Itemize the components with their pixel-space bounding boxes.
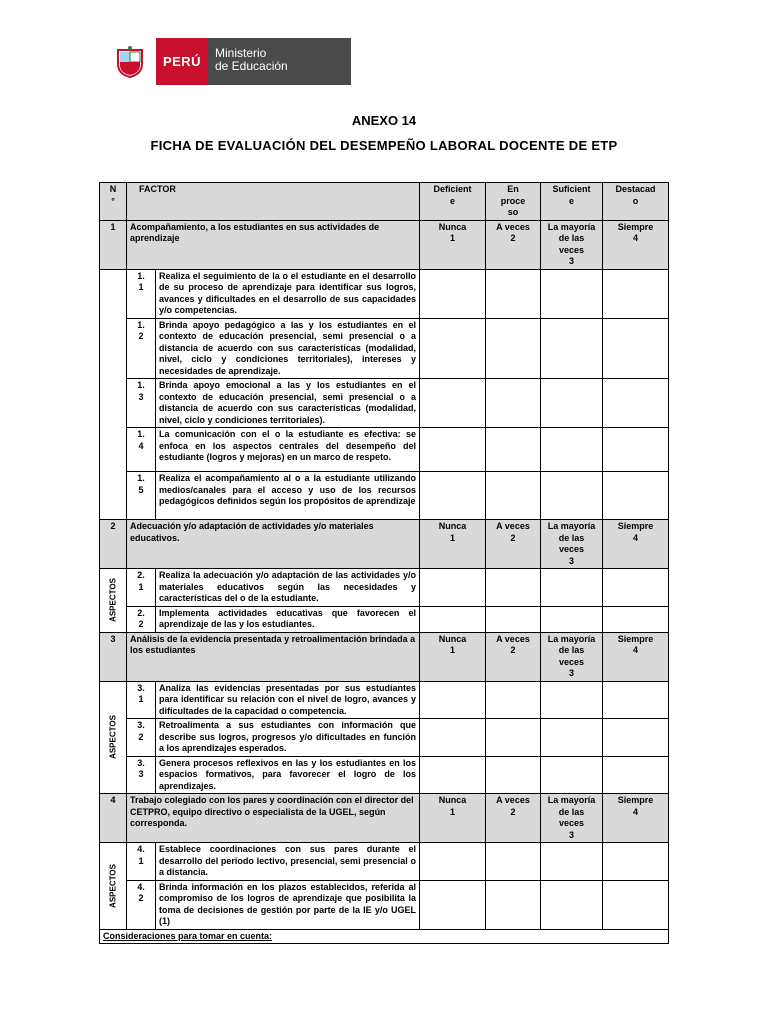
scale-label-2: A veces 2: [486, 220, 541, 269]
rating-cell-4[interactable]: [603, 318, 669, 379]
aspect-row: [100, 472, 669, 520]
scale-label-1: Nunca 1: [420, 520, 486, 569]
aspect-row: [100, 428, 669, 472]
coat-of-arms-icon: [104, 38, 156, 85]
rating-cell-2[interactable]: [486, 681, 541, 719]
aspect-row: [100, 756, 669, 794]
scale-label-2: A veces 2: [486, 632, 541, 681]
rating-cell-1[interactable]: [420, 756, 486, 794]
factor-number: 4: [100, 794, 127, 843]
aspect-text: Brinda apoyo pedagógico a las y los estudiantes en el contexto de educación presencial, semi presencial o a distancia de acuerdo con sus características (modalidad, nivel, ciclo y condiciones territoriales), intereses y necesidades de aprendizaje.: [156, 318, 420, 379]
scale-label-4: Siempre 4: [603, 220, 669, 269]
rating-cell-1[interactable]: [420, 472, 486, 520]
aspect-number: 1. 5: [127, 472, 156, 520]
factor-number: 1: [100, 220, 127, 269]
rating-cell-1[interactable]: [420, 428, 486, 472]
aspect-text: Implementa actividades educativas que favorecen el aprendizaje de las y los estudiantes.: [156, 606, 420, 632]
annex-title: ANEXO 14: [351, 113, 417, 128]
aspect-row: [100, 569, 669, 607]
aspect-label-cell: [100, 843, 127, 930]
aspect-row: [100, 681, 669, 719]
rating-cell-2[interactable]: [486, 569, 541, 607]
aspect-number: 2. 2: [127, 606, 156, 632]
rating-cell-4[interactable]: [603, 472, 669, 520]
aspect-text: Brinda apoyo emocional a las y los estudiantes en el contexto de educación presencial, semi presencial o a distancia de acuerdo con sus características (modalidad, nivel, ciclo y condiciones territoriales).: [156, 379, 420, 428]
rating-cell-3[interactable]: [541, 379, 603, 428]
aspect-text: Analiza las evidencias presentadas por sus estudiantes para identificar su relación con el nivel de logro, avances y dificultades de la capacidad o competencia.: [156, 681, 420, 719]
rating-cell-4[interactable]: [603, 719, 669, 757]
scale-label-4: Siempre 4: [603, 794, 669, 843]
rating-cell-1[interactable]: [420, 606, 486, 632]
scale-label-1: Nunca 1: [420, 220, 486, 269]
aspect-text: La comunicación con el o la estudiante es efectiva: se enfoca en los aspectos centrales del desempeño del estudiante (logros y mejoras) en un marco de respeto.: [156, 428, 420, 472]
footer-row: [100, 929, 669, 944]
rating-cell-3[interactable]: [541, 681, 603, 719]
rating-cell-1[interactable]: [420, 843, 486, 881]
rating-cell-4[interactable]: [603, 379, 669, 428]
rating-cell-1[interactable]: [420, 719, 486, 757]
rating-cell-4[interactable]: [603, 428, 669, 472]
factor-row: [100, 794, 669, 843]
aspect-number: 4. 1: [127, 843, 156, 881]
aspect-number: 3. 3: [127, 756, 156, 794]
aspect-label: ASPECTOS: [108, 715, 118, 760]
aspect-row: [100, 719, 669, 757]
header-deficiente: Deficient e: [420, 183, 486, 221]
rating-cell-2[interactable]: [486, 880, 541, 929]
scale-label-2: A veces 2: [486, 520, 541, 569]
rating-cell-3[interactable]: [541, 843, 603, 881]
aspect-text: Brinda información en los plazos establecidos, referida al compromiso de los logros de aprendizaje que posibilita la toma de decisiones de gestión por parte de la IE y/o UGEL (1): [156, 880, 420, 929]
rating-cell-3[interactable]: [541, 269, 603, 318]
scale-label-3: La mayoría de las veces 3: [541, 794, 603, 843]
scale-label-1: Nunca 1: [420, 632, 486, 681]
aspect-text: Realiza el seguimiento de la o el estudiante en el desarrollo de su proceso de aprendizaje para identificar sus logros, avances y dificultades en el desarrollo de sus capacidades y/o competencias.: [156, 269, 420, 318]
rating-cell-3[interactable]: [541, 569, 603, 607]
logo-ministry: [208, 38, 351, 85]
rating-cell-3[interactable]: [541, 756, 603, 794]
scale-label-2: A veces 2: [486, 794, 541, 843]
logo-ministry-line2: de Educación: [215, 59, 288, 73]
scale-label-1: Nunca 1: [420, 794, 486, 843]
rating-cell-4[interactable]: [603, 569, 669, 607]
rating-cell-1[interactable]: [420, 269, 486, 318]
aspect-number: 1. 2: [127, 318, 156, 379]
factor-text: Trabajo colegiado con los pares y coordinación con el director del CETPRO, equipo directivo o especialista de la UGEL, según corresponda.: [127, 794, 420, 843]
scale-label-3: La mayoría de las veces 3: [541, 520, 603, 569]
rating-cell-3[interactable]: [541, 472, 603, 520]
aspect-row: [100, 880, 669, 929]
aspect-number: 4. 2: [127, 880, 156, 929]
header-suficiente: Suficient e: [541, 183, 603, 221]
rating-cell-2[interactable]: [486, 472, 541, 520]
ministry-logo: [104, 38, 351, 85]
rating-cell-2[interactable]: [486, 318, 541, 379]
aspect-number: 3. 1: [127, 681, 156, 719]
aspect-text: Realiza el acompañamiento al o a la estudiante utilizando medios/canales para el acceso y uso de los recursos pedagógicos definidos según los propósitos de aprendizaje: [156, 472, 420, 520]
rating-cell-4[interactable]: [603, 606, 669, 632]
aspect-text: Realiza la adecuación y/o adaptación de las actividades y/o materiales educativos según las necesidades y características del o de la estudiante.: [156, 569, 420, 607]
rating-cell-1[interactable]: [420, 379, 486, 428]
header-factor: FACTOR: [127, 183, 420, 221]
rating-cell-1[interactable]: [420, 880, 486, 929]
rating-cell-1[interactable]: [420, 681, 486, 719]
rating-cell-4[interactable]: [603, 880, 669, 929]
scale-label-3: La mayoría de las veces 3: [541, 632, 603, 681]
considerations-label: Consideraciones para tomar en cuenta:: [100, 929, 669, 944]
aspect-number: 1. 3: [127, 379, 156, 428]
rating-cell-2[interactable]: [486, 719, 541, 757]
header-num: N °: [100, 183, 127, 221]
header-en-proceso: En proce so: [486, 183, 541, 221]
rating-cell-4[interactable]: [603, 681, 669, 719]
rating-cell-3[interactable]: [541, 428, 603, 472]
document-title: FICHA DE EVALUACIÓN DEL DESEMPEÑO LABORAL DOCENTE DE ETP: [150, 138, 618, 153]
aspect-row: [100, 606, 669, 632]
aspect-row: [100, 269, 669, 318]
aspect-text: Genera procesos reflexivos en las y los estudiantes en los espacios formativos, para favorecer el logro de los aprendizajes.: [156, 756, 420, 794]
aspect-number: 1. 1: [127, 269, 156, 318]
rating-cell-4[interactable]: [603, 756, 669, 794]
scale-label-3: La mayoría de las veces 3: [541, 220, 603, 269]
rating-cell-3[interactable]: [541, 719, 603, 757]
aspect-row: [100, 843, 669, 881]
aspect-label: ASPECTOS: [108, 863, 118, 908]
aspect-number: 1. 4: [127, 428, 156, 472]
factor-number: 3: [100, 632, 127, 681]
rating-cell-2[interactable]: [486, 379, 541, 428]
rating-cell-3[interactable]: [541, 606, 603, 632]
factor-row: [100, 520, 669, 569]
header-destacado: Destacad o: [603, 183, 669, 221]
aspect-label-cell: [100, 681, 127, 794]
logo-ministry-line1: Ministerio: [215, 46, 267, 60]
aspect-text: Establece coordinaciones con sus pares durante el desarrollo del periodo lectivo, presencial, semi presencial o a distancia.: [156, 843, 420, 881]
factor-text: Adecuación y/o adaptación de actividades y/o materiales educativos.: [127, 520, 420, 569]
rating-cell-2[interactable]: [486, 843, 541, 881]
aspect-row: [100, 379, 669, 428]
rating-cell-1[interactable]: [420, 318, 486, 379]
factor-number: 2: [100, 520, 127, 569]
table-header-row: [100, 183, 669, 221]
rating-cell-3[interactable]: [541, 880, 603, 929]
scale-label-4: Siempre 4: [603, 632, 669, 681]
aspect-label-cell: [100, 269, 127, 520]
factor-text: Análisis de la evidencia presentada y retroalimentación brindada a los estudiantes: [127, 632, 420, 681]
aspect-text: Retroalimenta a sus estudiantes con información que describe sus logros, progresos y/o dificultades en función a los aprendizajes esperados.: [156, 719, 420, 757]
factor-row: [100, 220, 669, 269]
factor-text: Acompañamiento, a los estudiantes en sus actividades de aprendizaje: [127, 220, 420, 269]
factor-row: [100, 632, 669, 681]
logo-country: PERÚ: [156, 38, 208, 85]
aspect-label: ASPECTOS: [108, 578, 118, 623]
aspect-row: [100, 318, 669, 379]
aspect-number: 2. 1: [127, 569, 156, 607]
rating-cell-2[interactable]: [486, 269, 541, 318]
aspect-number: 3. 2: [127, 719, 156, 757]
rating-cell-3[interactable]: [541, 318, 603, 379]
rating-cell-2[interactable]: [486, 606, 541, 632]
rating-cell-4[interactable]: [603, 269, 669, 318]
aspect-label-cell: [100, 569, 127, 633]
evaluation-table: [99, 182, 669, 944]
rating-cell-1[interactable]: [420, 569, 486, 607]
scale-label-4: Siempre 4: [603, 520, 669, 569]
rating-cell-2[interactable]: [486, 756, 541, 794]
rating-cell-4[interactable]: [603, 843, 669, 881]
rating-cell-2[interactable]: [486, 428, 541, 472]
